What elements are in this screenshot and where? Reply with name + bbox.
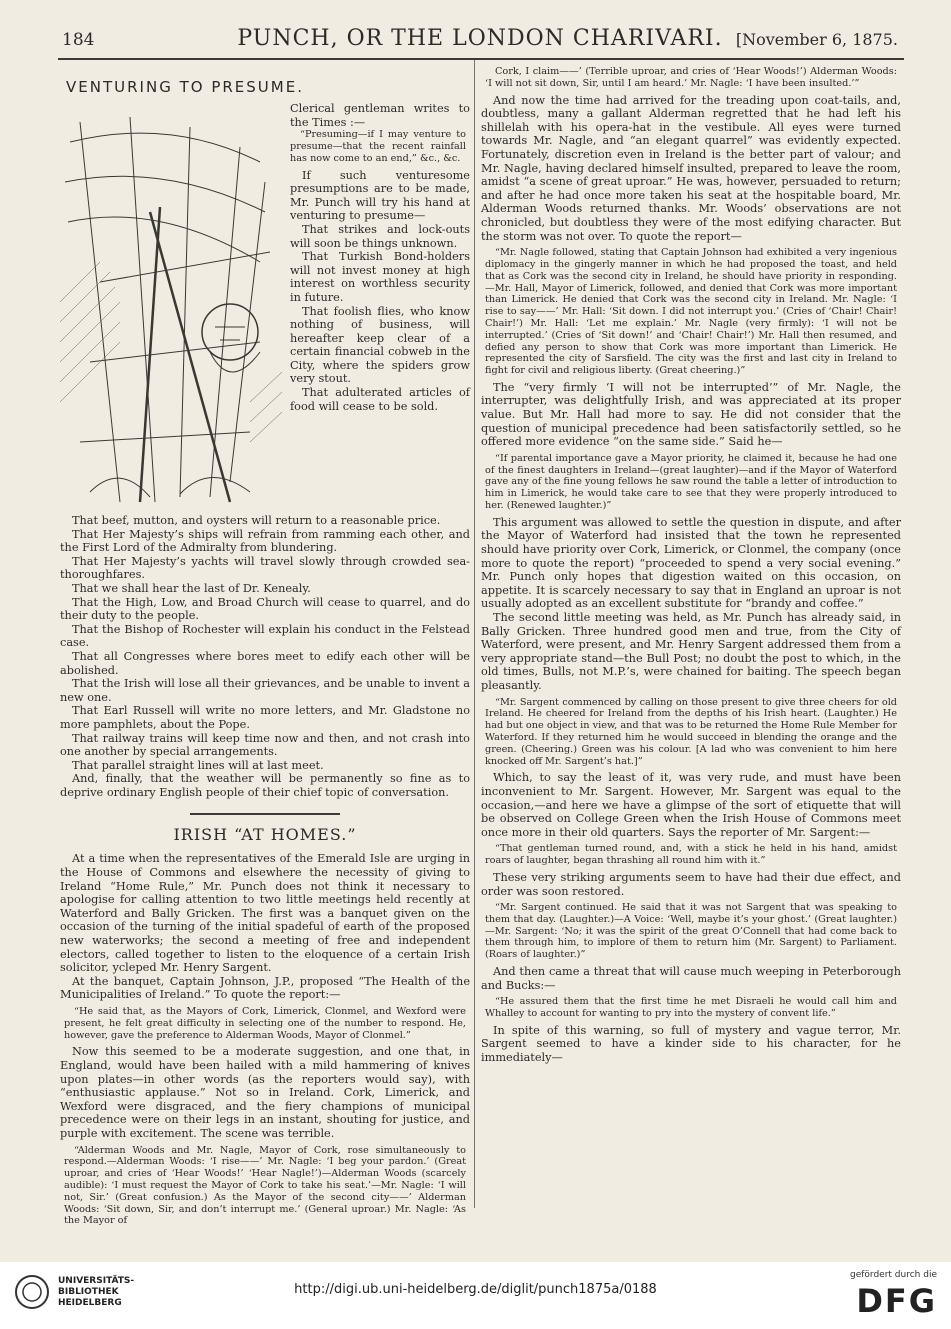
report-quote: “He assured them that the first time he met Disraeli he would call him and Whalley to account for wanting to pry into the mystery of convent life.” bbox=[485, 996, 897, 1020]
report-quote: Cork, I claim——’ (Terrible uproar, and cries of ‘Hear Woods!’) Alderman Woods: ‘I will not sit down, Sir, until I am heard.’ Mr. Nagle: ‘I have been insulted.’” bbox=[485, 66, 897, 89]
venturing-paragraph: That Earl Russell will write no more letters, and Mr. Gladstone no more pamphlets, about the Pope. bbox=[60, 704, 470, 731]
article-paragraph: The second little meeting was held, as Mr. Punch has already said, in Bally Gricken. Three hundred good men and true, from the City of Waterford, were present, and Mr. Henry Sargent addressed them from a very appropriate stand—the Bull Post; no doubt the post to which, in the old times, Bulls, not M.P.’s, were chained for baiting. The speech began pleasantly. bbox=[481, 611, 901, 692]
report-quote: “That gentleman turned round, and, with a stick he held in his hand, amidst roars of laughter, began thrashing all round him with it.” bbox=[485, 843, 897, 867]
venturing-paragraph: That the Bishop of Rochester will explain his conduct in the Felstead case. bbox=[60, 622, 470, 650]
venturing-paragraph: That the Irish will lose all their grievances, and be unable to invent a new one. bbox=[60, 677, 470, 704]
dfg-logo: DFG bbox=[856, 1282, 937, 1320]
side-paragraph: That Turkish Bond-holders will not invest money at high interest on worthless security in future. bbox=[290, 250, 470, 304]
library-line: UNIVERSITÄTS- bbox=[58, 1276, 135, 1286]
library-line: BIBLIOTHEK bbox=[58, 1287, 119, 1297]
venturing-paragraph: That the High, Low, and Broad Church will cease to quarrel, and do their duty to the people. bbox=[60, 595, 470, 623]
venturing-paragraph: That Her Majesty’s yachts will travel slowly through crowded sea-thoroughfares. bbox=[60, 554, 470, 582]
venturing-paragraph: That all Congresses where bores meet to edify each other will be abolished. bbox=[60, 649, 470, 677]
column-rule bbox=[474, 60, 475, 1208]
library-line: HEIDELBERG bbox=[58, 1298, 122, 1308]
irish-article-left bbox=[60, 852, 470, 1231]
article-paragraph: In spite of this warning, so full of mystery and vague terror, Mr. Sargent seemed to have a kinder side to his character, for he immediately— bbox=[481, 1023, 901, 1065]
article-heading-venturing: VENTURING TO PRESUME. bbox=[66, 78, 304, 96]
irish-article-right bbox=[481, 62, 901, 1065]
side-paragraph: That adulterated articles of food will cease to be sold. bbox=[290, 386, 470, 413]
venturing-paragraph: That beef, mutton, and oysters will return to a reasonable price. bbox=[72, 514, 441, 527]
side-paragraph: That foolish flies, who know nothing of business, will hereafter keep clear of a certain financial cobweb in the City, where the spiders grow very stout. bbox=[290, 304, 470, 386]
article-paragraph: This argument was allowed to settle the question in dispute, and after the Mayor of Waterford had insisted that the town he represented should have priority over Cork, Limerick, or Clonmel, the company (once more to quote the report) “proceeded to spend a very social evening.” Mr. Punch only hopes that digestion waited on this occasion, on appetite. It is scarcely necessary to say that in England an uproar is not usually adopted as an excellent substitute for “brandy and coffee.” bbox=[481, 515, 901, 611]
page-header bbox=[62, 24, 898, 54]
header-rule bbox=[58, 58, 904, 60]
right-column bbox=[481, 62, 901, 1208]
article-heading-irish: IRISH “AT HOMES.” bbox=[173, 825, 357, 845]
article-paragraph: At a time when the representatives of the Emerald Isle are urging in the House of Commons and elsewhere the necessity of giving to Ireland “Home Rule,” Mr. Punch does not think it necessary to apologise for calling attention to two little meetings held recently at Waterford and Bally Gricken. The first was a banquet given on the occasion of the turning of the initial spadeful of earth of the proposed new waterworks; the second a meeting of free and independent electors, called together to listen to the eloquence of a certain Irish solicitor, ycleped Mr. Henry Sargent. bbox=[60, 852, 470, 975]
report-quote: “Mr. Sargent commenced by calling on those present to give three cheers for old Ireland. He cheered for Ireland from the depths of his Irish heart. (Laughter.) He had but one object in view, and that was to be returned the Home Rule Member for Waterford. If they returned him he would succeed in blending the orange and the green. (Cheering.) Green was his colour. [A lad who was convenient to him here knocked off Mr. Sargent’s hat.]” bbox=[485, 696, 897, 767]
venturing-paragraph: That we shall hear the last of Dr. Kenealy. bbox=[72, 581, 311, 595]
left-column bbox=[60, 62, 470, 1227]
venturing-paragraph: And, finally, that the weather will be permanently so fine as to deprive ordinary English people of their chief topic of conversation. bbox=[60, 772, 470, 799]
article-paragraph: And then came a threat that will cause much weeping in Peterborough and Bucks:— bbox=[481, 965, 901, 992]
report-quote: “He said that, as the Mayors of Cork, Limerick, Clonmel, and Wexford were present, he felt great difficulty in selecting one of the number to respond. He, however, gave the preference to Alderman Woods, Mayor of Clonmel.” bbox=[64, 1006, 466, 1041]
article-paragraph: Now this seemed to be a moderate suggestion, and one that, in England, would have been hailed with a mild hammering of knives upon plates—in other words (as the reporters would say), with “enthusiastic applause.” Not so in Ireland. Cork, Limerick, and Wexford were disgraced, and the fiery champions of municipal precedence were on their legs in an instant, shouting for justice, and purple with excitement. The scene was terrible. bbox=[60, 1045, 470, 1140]
venturing-paragraphs bbox=[60, 514, 470, 799]
side-paragraph: If such venturesome presumptions are to be made, Mr. Punch will try his hand at venturing to presume— bbox=[290, 168, 470, 223]
cobweb-strand bbox=[70, 133, 260, 162]
footer-bar bbox=[0, 1262, 951, 1329]
venturing-paragraph: That parallel straight lines will at last meet. bbox=[72, 758, 324, 772]
side-paragraph: Clerical gentleman writes to the Times :— bbox=[290, 102, 470, 129]
section-divider bbox=[190, 813, 340, 815]
source-url[interactable]: http://digi.ub.uni-heidelberg.de/diglit/punch1875a/0188 bbox=[294, 1282, 657, 1297]
funded-by-label: gefördert durch die bbox=[850, 1270, 937, 1280]
side-quote: “Presuming—if I may venture to presume—that the recent rainfall has now come to an end,” &c., &c. bbox=[290, 129, 466, 164]
cartoon-illustration bbox=[60, 102, 282, 512]
report-quote: “If parental importance gave a Mayor priority, he claimed it, because he had one of the finest daughters in Ireland—(great laughter)—and if the Mayor of Waterford gave any of the fine young fellows he saw round the table a letter of introduction to him in Limerick, he would take care to see that they were properly introduced to her. (Renewed laughter.)” bbox=[485, 452, 897, 512]
article-paragraph: And now the time had arrived for the treading upon coat-tails, and, doubtless, many a gallant Alderman regretted that he had left his shillelah with his opera-hat in the vestibule. All eyes were turned towards Mr. Nagle, and “an elegant quarrel” was evidently expected. Fortunately, discretion even in Ireland is the better part of valour; and Mr. Nagle, having declared himself insulted, prepared to leave the room, amidst “a scene of great uproar.” He was, however, persuaded to return; and after he had once more taken his seat at the hospitable board, Mr. Alderman Woods returned thanks. Mr. Woods’ observations are not chronicled, but doubtless they were of the most edifying character. But the storm was not over. To quote the report— bbox=[481, 93, 901, 243]
article-paragraph: These very striking arguments seem to have had their due effect, and order was soon restored. bbox=[481, 870, 901, 898]
issue-date: [November 6, 1875. bbox=[735, 30, 898, 49]
report-quote: “Alderman Woods and Mr. Nagle, Mayor of Cork, rose simultaneously to respond.—Alderman Woods: ‘I rise——’ Mr. Nagle: ‘I beg your pardon.’ (Great uproar, and cries of ‘Hear Woods!’ ‘Hear Nagle!’)—Alderman Woods (scarcely audible): ‘I must request the Mayor of Cork to take his seat.’—Mr. Nagle: ‘I will not, Sir.’ (Great confusion.) As the Mayor of the second city——’ Alderman Woods: ‘Sit down, Sir, and don’t interrupt me.’ (General uproar.) Mr. Nagle: ‘As the Mayor of bbox=[64, 1144, 466, 1227]
side-paragraph: That strikes and lock-outs will soon be things unknown. bbox=[290, 222, 470, 250]
article-paragraph: The “very firmly ‘I will not be interrupted’” of Mr. Nagle, the interrupter, was delightfully Irish, and was appreciated at its proper value. But Mr. Hall had more to say. He did not consider that the question of municipal precedence had been satisfactorily settled, so he offered more evidence “on the same side.” Said he— bbox=[481, 380, 901, 449]
report-quote: “Mr. Sargent continued. He said that it was not Sargent that was speaking to them that day. (Laughter.)—A Voice: ‘Well, maybe it’s your ghost.’ (Great laughter.)—Mr. Sargent: ‘No; it was the spirit of the great O’Connell that had come back to them through him, to implore of them to return him (Mr. Sargent) to Parliament. (Roars of laughter.)” bbox=[485, 902, 897, 961]
article-paragraph: Which, to say the least of it, was very rude, and must have been inconvenient to Mr. Sargent. However, Mr. Sargent was equal to the occasion,—and here we have a glimpse of the sort of etiquette that will be observed on College Green when the Irish House of Commons meet once more in their old quarters. Says the reporter of Mr. Sargent:— bbox=[481, 771, 901, 839]
report-quote: “Mr. Nagle followed, stating that Captain Johnson had exhibited a very ingenious diplomacy in the gingerly manner in which he had proposed the toast, and held that as Cork was the second city in Ireland, he should have priority in responding.—Mr. Hall, Mayor of Limerick, followed, and denied that Cork was more important than Limerick. He denied that Cork was the second city in Ireland. Mr. Nagle: ‘I rise to say——’ Mr. Hall: ‘Sit down. I did not interrupt you.’ (Cries of ‘Chair! Chair! Chair!’) Mr. Hall: ‘Let me explain.’ Mr. Nagle (very firmly): ‘I will not be interrupted.’ (Cries of ‘Sit down!’ and ‘Chair! Chair!’) Mr. Hall then resumed, and defied any person to show that Cork was more important than Limerick. He represented the city of Sarsfield. The city was the first and last city in Ireland to fight for civil and religious liberty. (Great cheering.)” bbox=[485, 247, 897, 377]
article-paragraph: At the banquet, Captain Johnson, J.P., proposed “The Health of the Municipalities of Ireland.” To quote the report:— bbox=[60, 974, 470, 1002]
page-number: 184 bbox=[62, 30, 95, 50]
venturing-paragraph: That railway trains will keep time now and then, and not crash into one another by special arrangements. bbox=[60, 731, 470, 759]
masthead-title: PUNCH, OR THE LONDON CHARIVARI. bbox=[237, 26, 723, 51]
venturing-paragraph: That Her Majesty’s ships will refrain from ramming each other, and the First Lord of the Admiralty from blundering. bbox=[60, 527, 470, 555]
